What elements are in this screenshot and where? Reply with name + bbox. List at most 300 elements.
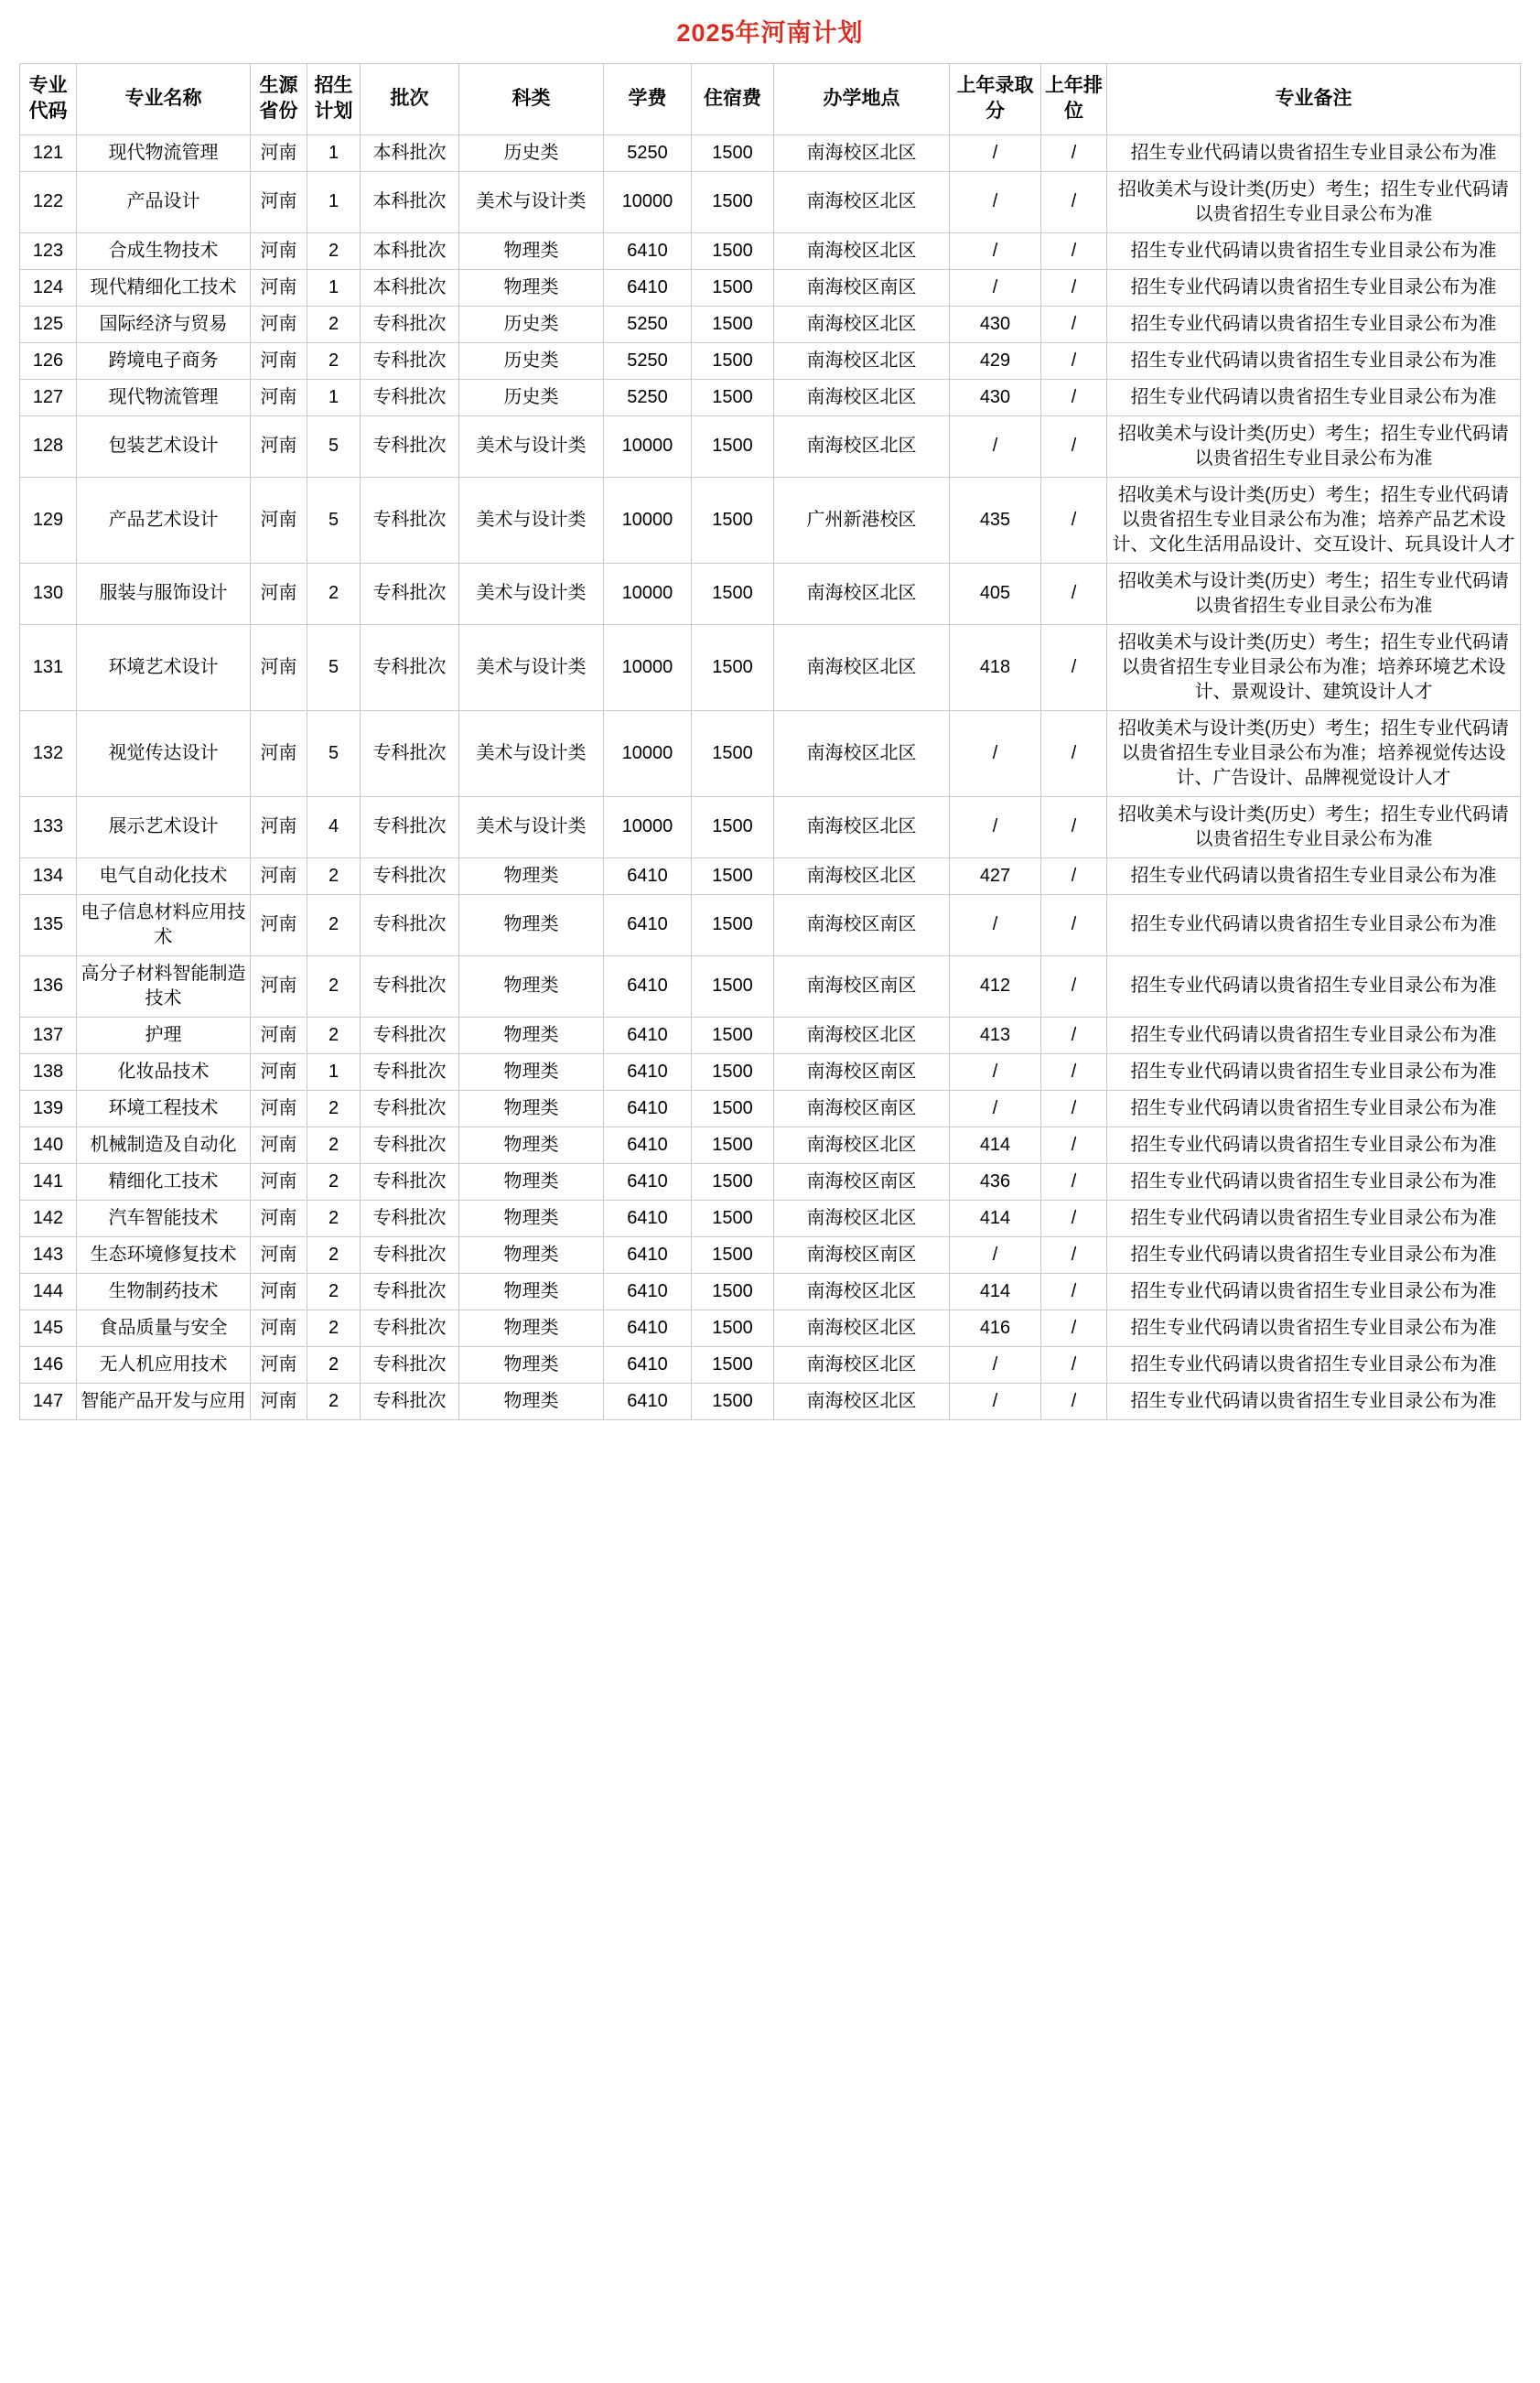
last-year-rank: /: [1041, 857, 1107, 894]
col-header-province: 生源省份: [251, 64, 307, 135]
enrollment-quota: 2: [307, 1273, 361, 1310]
admission-batch: 专科批次: [361, 1200, 459, 1236]
tuition-fee: 5250: [604, 342, 692, 379]
source-province: 河南: [251, 894, 307, 955]
col-header-remark: 专业备注: [1107, 64, 1521, 135]
dormitory-fee: 1500: [692, 1310, 774, 1346]
source-province: 河南: [251, 796, 307, 857]
source-province: 河南: [251, 1273, 307, 1310]
enrollment-quota: 1: [307, 269, 361, 306]
campus-location: 南海校区南区: [774, 894, 950, 955]
source-province: 河南: [251, 710, 307, 796]
major-name: 高分子材料智能制造技术: [77, 955, 251, 1017]
major-name: 跨境电子商务: [77, 342, 251, 379]
last-year-score: 413: [950, 1017, 1041, 1053]
table-row: [20, 1346, 1521, 1383]
last-year-rank: /: [1041, 1310, 1107, 1346]
col-header-name: 专业名称: [77, 64, 251, 135]
dormitory-fee: 1500: [692, 563, 774, 624]
last-year-score: /: [950, 710, 1041, 796]
last-year-score: /: [950, 171, 1041, 232]
table-row: [20, 1236, 1521, 1273]
admission-batch: 专科批次: [361, 796, 459, 857]
table-row: [20, 1383, 1521, 1419]
major-name: 环境工程技术: [77, 1090, 251, 1127]
last-year-score: /: [950, 1236, 1041, 1273]
admission-batch: 专科批次: [361, 306, 459, 342]
table-row: [20, 1053, 1521, 1090]
admission-batch: 专科批次: [361, 710, 459, 796]
table-row: [20, 796, 1521, 857]
campus-location: 南海校区北区: [774, 306, 950, 342]
subject-category: 物理类: [459, 1383, 604, 1419]
subject-category: 物理类: [459, 1090, 604, 1127]
source-province: 河南: [251, 415, 307, 477]
last-year-rank: /: [1041, 624, 1107, 710]
source-province: 河南: [251, 1090, 307, 1127]
subject-category: 物理类: [459, 1236, 604, 1273]
table-row: [20, 955, 1521, 1017]
last-year-rank: /: [1041, 477, 1107, 563]
table-row: [20, 1017, 1521, 1053]
major-name: 合成生物技术: [77, 232, 251, 269]
major-remark: 招收美术与设计类(历史）考生；招生专业代码请以贵省招生专业目录公布为准；培养环境艺术设计、景观设计、建筑设计人才: [1107, 624, 1521, 710]
major-remark: 招生专业代码请以贵省招生专业目录公布为准: [1107, 1236, 1521, 1273]
dormitory-fee: 1500: [692, 1346, 774, 1383]
last-year-rank: /: [1041, 1017, 1107, 1053]
last-year-rank: /: [1041, 710, 1107, 796]
major-remark: 招生专业代码请以贵省招生专业目录公布为准: [1107, 955, 1521, 1017]
admission-batch: 专科批次: [361, 955, 459, 1017]
last-year-rank: /: [1041, 894, 1107, 955]
subject-category: 物理类: [459, 1310, 604, 1346]
last-year-rank: /: [1041, 269, 1107, 306]
major-name: 现代精细化工技术: [77, 269, 251, 306]
major-code: 122: [20, 171, 77, 232]
major-remark: 招生专业代码请以贵省招生专业目录公布为准: [1107, 232, 1521, 269]
major-remark: 招生专业代码请以贵省招生专业目录公布为准: [1107, 342, 1521, 379]
major-name: 护理: [77, 1017, 251, 1053]
source-province: 河南: [251, 269, 307, 306]
table-row: [20, 857, 1521, 894]
dormitory-fee: 1500: [692, 171, 774, 232]
last-year-rank: /: [1041, 1346, 1107, 1383]
major-name: 食品质量与安全: [77, 1310, 251, 1346]
enrollment-quota: 1: [307, 135, 361, 171]
admission-batch: 专科批次: [361, 857, 459, 894]
campus-location: 南海校区南区: [774, 269, 950, 306]
major-name: 产品艺术设计: [77, 477, 251, 563]
major-code: 144: [20, 1273, 77, 1310]
subject-category: 物理类: [459, 232, 604, 269]
last-year-score: /: [950, 232, 1041, 269]
major-name: 服装与服饰设计: [77, 563, 251, 624]
major-name: 智能产品开发与应用: [77, 1383, 251, 1419]
major-remark: 招收美术与设计类(历史）考生；招生专业代码请以贵省招生专业目录公布为准；培养产品艺术设计、文化生活用品设计、交互设计、玩具设计人才: [1107, 477, 1521, 563]
subject-category: 物理类: [459, 1127, 604, 1163]
admission-batch: 专科批次: [361, 342, 459, 379]
last-year-rank: /: [1041, 563, 1107, 624]
table-row: [20, 342, 1521, 379]
enrollment-quota: 2: [307, 306, 361, 342]
enrollment-quota: 5: [307, 415, 361, 477]
source-province: 河南: [251, 1236, 307, 1273]
source-province: 河南: [251, 955, 307, 1017]
major-remark: 招生专业代码请以贵省招生专业目录公布为准: [1107, 1273, 1521, 1310]
major-remark: 招生专业代码请以贵省招生专业目录公布为准: [1107, 1053, 1521, 1090]
major-code: 124: [20, 269, 77, 306]
campus-location: 南海校区北区: [774, 624, 950, 710]
tuition-fee: 10000: [604, 563, 692, 624]
last-year-score: 418: [950, 624, 1041, 710]
campus-location: 南海校区北区: [774, 1127, 950, 1163]
dormitory-fee: 1500: [692, 1200, 774, 1236]
major-code: 140: [20, 1127, 77, 1163]
tuition-fee: 6410: [604, 1163, 692, 1200]
col-header-batch: 批次: [361, 64, 459, 135]
last-year-rank: /: [1041, 1273, 1107, 1310]
subject-category: 物理类: [459, 1017, 604, 1053]
last-year-score: 414: [950, 1273, 1041, 1310]
table-row: [20, 624, 1521, 710]
admission-batch: 专科批次: [361, 563, 459, 624]
major-code: 143: [20, 1236, 77, 1273]
subject-category: 美术与设计类: [459, 710, 604, 796]
major-code: 129: [20, 477, 77, 563]
subject-category: 物理类: [459, 269, 604, 306]
dormitory-fee: 1500: [692, 857, 774, 894]
tuition-fee: 6410: [604, 232, 692, 269]
major-name: 现代物流管理: [77, 379, 251, 415]
enrollment-quota: 2: [307, 1127, 361, 1163]
tuition-fee: 6410: [604, 1200, 692, 1236]
campus-location: 南海校区北区: [774, 1273, 950, 1310]
source-province: 河南: [251, 1017, 307, 1053]
major-code: 147: [20, 1383, 77, 1419]
last-year-score: 416: [950, 1310, 1041, 1346]
tuition-fee: 6410: [604, 1053, 692, 1090]
enrollment-quota: 2: [307, 232, 361, 269]
last-year-rank: /: [1041, 796, 1107, 857]
page-title: 2025年河南计划: [676, 19, 864, 47]
dormitory-fee: 1500: [692, 135, 774, 171]
dormitory-fee: 1500: [692, 232, 774, 269]
table-body: [20, 135, 1521, 1419]
major-code: 138: [20, 1053, 77, 1090]
subject-category: 物理类: [459, 1200, 604, 1236]
table-row: [20, 1310, 1521, 1346]
major-remark: 招生专业代码请以贵省招生专业目录公布为准: [1107, 1127, 1521, 1163]
major-code: 121: [20, 135, 77, 171]
subject-category: 物理类: [459, 1346, 604, 1383]
last-year-score: /: [950, 1053, 1041, 1090]
campus-location: 南海校区南区: [774, 1163, 950, 1200]
major-code: 139: [20, 1090, 77, 1127]
major-code: 128: [20, 415, 77, 477]
major-code: 142: [20, 1200, 77, 1236]
last-year-score: 435: [950, 477, 1041, 563]
tuition-fee: 10000: [604, 710, 692, 796]
dormitory-fee: 1500: [692, 1090, 774, 1127]
major-name: 展示艺术设计: [77, 796, 251, 857]
enrollment-quota: 1: [307, 379, 361, 415]
subject-category: 历史类: [459, 379, 604, 415]
subject-category: 历史类: [459, 135, 604, 171]
col-header-code: 专业代码: [20, 64, 77, 135]
last-year-rank: /: [1041, 415, 1107, 477]
major-name: 生态环境修复技术: [77, 1236, 251, 1273]
last-year-score: 414: [950, 1200, 1041, 1236]
major-name: 视觉传达设计: [77, 710, 251, 796]
tuition-fee: 6410: [604, 1346, 692, 1383]
campus-location: 南海校区南区: [774, 1090, 950, 1127]
source-province: 河南: [251, 379, 307, 415]
table-row: [20, 1273, 1521, 1310]
tuition-fee: 6410: [604, 1236, 692, 1273]
major-remark: 招生专业代码请以贵省招生专业目录公布为准: [1107, 1090, 1521, 1127]
major-remark: 招生专业代码请以贵省招生专业目录公布为准: [1107, 1200, 1521, 1236]
enrollment-quota: 2: [307, 1090, 361, 1127]
major-code: 146: [20, 1346, 77, 1383]
dormitory-fee: 1500: [692, 379, 774, 415]
last-year-score: 430: [950, 306, 1041, 342]
col-header-last-year-score: 上年录取分: [950, 64, 1041, 135]
last-year-rank: /: [1041, 1053, 1107, 1090]
dormitory-fee: 1500: [692, 415, 774, 477]
major-name: 电气自动化技术: [77, 857, 251, 894]
last-year-score: /: [950, 894, 1041, 955]
major-name: 国际经济与贸易: [77, 306, 251, 342]
source-province: 河南: [251, 342, 307, 379]
admission-batch: 专科批次: [361, 1127, 459, 1163]
dormitory-fee: 1500: [692, 796, 774, 857]
enrollment-quota: 2: [307, 955, 361, 1017]
last-year-score: 405: [950, 563, 1041, 624]
last-year-rank: /: [1041, 135, 1107, 171]
enrollment-quota: 2: [307, 894, 361, 955]
admission-batch: 本科批次: [361, 232, 459, 269]
tuition-fee: 10000: [604, 477, 692, 563]
subject-category: 历史类: [459, 306, 604, 342]
last-year-score: /: [950, 1090, 1041, 1127]
table-row: [20, 1127, 1521, 1163]
major-name: 电子信息材料应用技术: [77, 894, 251, 955]
source-province: 河南: [251, 232, 307, 269]
major-name: 环境艺术设计: [77, 624, 251, 710]
subject-category: 物理类: [459, 1273, 604, 1310]
table-row: [20, 415, 1521, 477]
admission-batch: 本科批次: [361, 135, 459, 171]
enrollment-quota: 2: [307, 342, 361, 379]
major-code: 137: [20, 1017, 77, 1053]
dormitory-fee: 1500: [692, 624, 774, 710]
admission-batch: 专科批次: [361, 1017, 459, 1053]
major-code: 127: [20, 379, 77, 415]
enrollment-quota: 2: [307, 1200, 361, 1236]
campus-location: 南海校区南区: [774, 955, 950, 1017]
major-code: 145: [20, 1310, 77, 1346]
campus-location: 南海校区北区: [774, 1017, 950, 1053]
admission-plan-table: [19, 63, 1521, 1420]
major-code: 123: [20, 232, 77, 269]
tuition-fee: 6410: [604, 269, 692, 306]
major-remark: 招生专业代码请以贵省招生专业目录公布为准: [1107, 269, 1521, 306]
source-province: 河南: [251, 1346, 307, 1383]
campus-location: 南海校区北区: [774, 1310, 950, 1346]
campus-location: 南海校区北区: [774, 135, 950, 171]
source-province: 河南: [251, 563, 307, 624]
enrollment-quota: 1: [307, 171, 361, 232]
source-province: 河南: [251, 171, 307, 232]
dormitory-fee: 1500: [692, 1163, 774, 1200]
admission-batch: 专科批次: [361, 1236, 459, 1273]
last-year-score: 429: [950, 342, 1041, 379]
last-year-rank: /: [1041, 306, 1107, 342]
campus-location: 南海校区北区: [774, 1383, 950, 1419]
enrollment-quota: 2: [307, 563, 361, 624]
admission-batch: 专科批次: [361, 1346, 459, 1383]
last-year-rank: /: [1041, 1127, 1107, 1163]
source-province: 河南: [251, 1163, 307, 1200]
tuition-fee: 10000: [604, 796, 692, 857]
header-row: [20, 64, 1521, 135]
table-row: [20, 894, 1521, 955]
subject-category: 美术与设计类: [459, 563, 604, 624]
tuition-fee: 6410: [604, 1383, 692, 1419]
tuition-fee: 5250: [604, 135, 692, 171]
col-header-quota: 招生计划: [307, 64, 361, 135]
major-remark: 招生专业代码请以贵省招生专业目录公布为准: [1107, 1383, 1521, 1419]
major-remark: 招收美术与设计类(历史）考生；招生专业代码请以贵省招生专业目录公布为准: [1107, 563, 1521, 624]
admission-batch: 专科批次: [361, 894, 459, 955]
admission-batch: 专科批次: [361, 1053, 459, 1090]
dormitory-fee: 1500: [692, 955, 774, 1017]
source-province: 河南: [251, 477, 307, 563]
last-year-score: 427: [950, 857, 1041, 894]
major-remark: 招生专业代码请以贵省招生专业目录公布为准: [1107, 379, 1521, 415]
subject-category: 物理类: [459, 894, 604, 955]
major-code: 126: [20, 342, 77, 379]
major-name: 汽车智能技术: [77, 1200, 251, 1236]
dormitory-fee: 1500: [692, 269, 774, 306]
admission-batch: 专科批次: [361, 1310, 459, 1346]
last-year-rank: /: [1041, 342, 1107, 379]
table-header: [20, 64, 1521, 135]
campus-location: 南海校区北区: [774, 796, 950, 857]
major-name: 精细化工技术: [77, 1163, 251, 1200]
table-row: [20, 477, 1521, 563]
subject-category: 物理类: [459, 955, 604, 1017]
tuition-fee: 6410: [604, 894, 692, 955]
major-remark: 招收美术与设计类(历史）考生；招生专业代码请以贵省招生专业目录公布为准: [1107, 796, 1521, 857]
tuition-fee: 6410: [604, 1127, 692, 1163]
enrollment-quota: 2: [307, 857, 361, 894]
last-year-rank: /: [1041, 1090, 1107, 1127]
admission-batch: 专科批次: [361, 1383, 459, 1419]
major-name: 无人机应用技术: [77, 1346, 251, 1383]
dormitory-fee: 1500: [692, 1127, 774, 1163]
major-name: 现代物流管理: [77, 135, 251, 171]
subject-category: 美术与设计类: [459, 171, 604, 232]
enrollment-quota: 4: [307, 796, 361, 857]
last-year-rank: /: [1041, 1383, 1107, 1419]
dormitory-fee: 1500: [692, 477, 774, 563]
major-name: 化妆品技术: [77, 1053, 251, 1090]
admission-batch: 专科批次: [361, 1273, 459, 1310]
dormitory-fee: 1500: [692, 1017, 774, 1053]
enrollment-quota: 2: [307, 1310, 361, 1346]
major-remark: 招收美术与设计类(历史）考生；招生专业代码请以贵省招生专业目录公布为准；培养视觉传达设计、广告设计、品牌视觉设计人才: [1107, 710, 1521, 796]
enrollment-quota: 1: [307, 1053, 361, 1090]
source-province: 河南: [251, 857, 307, 894]
tuition-fee: 5250: [604, 379, 692, 415]
major-remark: 招收美术与设计类(历史）考生；招生专业代码请以贵省招生专业目录公布为准: [1107, 415, 1521, 477]
campus-location: 南海校区北区: [774, 1346, 950, 1383]
major-code: 132: [20, 710, 77, 796]
tuition-fee: 6410: [604, 1273, 692, 1310]
source-province: 河南: [251, 1053, 307, 1090]
campus-location: 南海校区北区: [774, 379, 950, 415]
table-row: [20, 306, 1521, 342]
last-year-rank: /: [1041, 1163, 1107, 1200]
campus-location: 南海校区北区: [774, 342, 950, 379]
campus-location: 广州新港校区: [774, 477, 950, 563]
table-row: [20, 232, 1521, 269]
major-code: 135: [20, 894, 77, 955]
last-year-rank: /: [1041, 1236, 1107, 1273]
col-header-subject: 科类: [459, 64, 604, 135]
dormitory-fee: 1500: [692, 342, 774, 379]
enrollment-quota: 2: [307, 1017, 361, 1053]
dormitory-fee: 1500: [692, 306, 774, 342]
col-header-tuition: 学费: [604, 64, 692, 135]
tuition-fee: 10000: [604, 624, 692, 710]
admission-batch: 专科批次: [361, 477, 459, 563]
last-year-rank: /: [1041, 232, 1107, 269]
major-name: 机械制造及自动化: [77, 1127, 251, 1163]
source-province: 河南: [251, 135, 307, 171]
enrollment-quota: 2: [307, 1236, 361, 1273]
enrollment-quota: 5: [307, 477, 361, 563]
dormitory-fee: 1500: [692, 710, 774, 796]
major-name: 产品设计: [77, 171, 251, 232]
last-year-score: 430: [950, 379, 1041, 415]
tuition-fee: 6410: [604, 955, 692, 1017]
campus-location: 南海校区北区: [774, 857, 950, 894]
source-province: 河南: [251, 1127, 307, 1163]
tuition-fee: 10000: [604, 171, 692, 232]
subject-category: 历史类: [459, 342, 604, 379]
subject-category: 美术与设计类: [459, 477, 604, 563]
major-code: 141: [20, 1163, 77, 1200]
campus-location: 南海校区北区: [774, 710, 950, 796]
table-row: [20, 379, 1521, 415]
dormitory-fee: 1500: [692, 1053, 774, 1090]
major-remark: 招生专业代码请以贵省招生专业目录公布为准: [1107, 894, 1521, 955]
dormitory-fee: 1500: [692, 1383, 774, 1419]
subject-category: 物理类: [459, 1053, 604, 1090]
tuition-fee: 10000: [604, 415, 692, 477]
table-row: [20, 1163, 1521, 1200]
enrollment-quota: 2: [307, 1346, 361, 1383]
last-year-score: /: [950, 796, 1041, 857]
major-name: 生物制药技术: [77, 1273, 251, 1310]
major-remark: 招收美术与设计类(历史）考生；招生专业代码请以贵省招生专业目录公布为准: [1107, 171, 1521, 232]
campus-location: 南海校区南区: [774, 1053, 950, 1090]
dormitory-fee: 1500: [692, 1273, 774, 1310]
subject-category: 美术与设计类: [459, 415, 604, 477]
last-year-score: 436: [950, 1163, 1041, 1200]
